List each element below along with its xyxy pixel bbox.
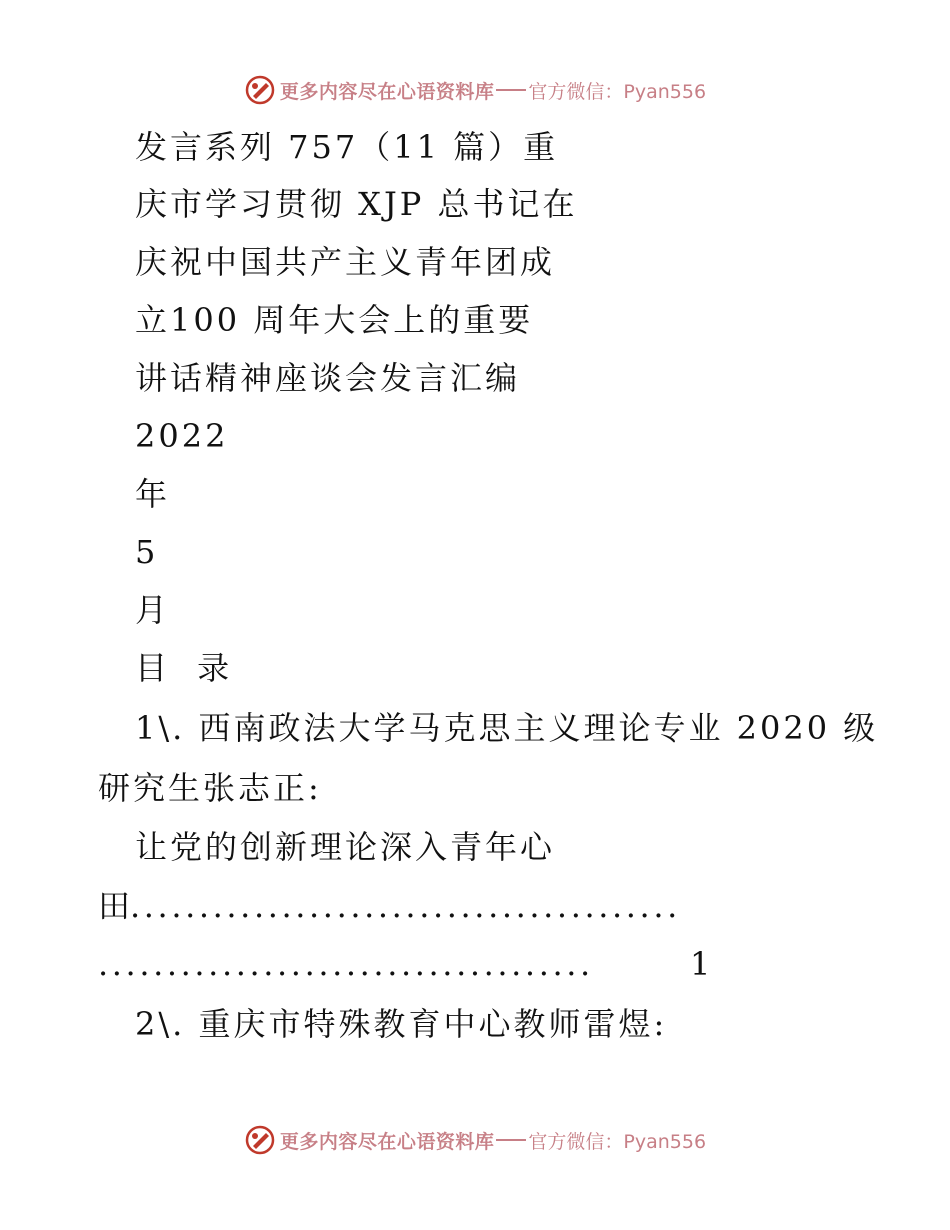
banner-separator — [496, 89, 526, 91]
banner-text: 更多内容尽在心语资料库 — [279, 80, 495, 103]
toc-item-1-line-1: 1\. 西南政法大学马克思主义理论专业 2020 级 — [135, 709, 879, 747]
toc-item-1-line-3: 让党的创新理论深入青年心 — [135, 828, 556, 866]
title-line-2: 庆市学习贯彻 XJP 总书记在 — [135, 185, 578, 223]
toc-leader-dots-b: .................................... — [98, 945, 594, 983]
date-year-number: 2022 — [135, 417, 229, 455]
date-month-number: 5 — [135, 533, 159, 571]
date-year-char: 年 — [135, 475, 171, 513]
logo-icon — [244, 1124, 276, 1156]
title-line-5: 讲话精神座谈会发言汇编 — [135, 359, 521, 397]
banner-separator — [496, 1139, 526, 1141]
title-line-3: 庆祝中国共产主义青年团成 — [135, 243, 556, 281]
toc-item-1-page: 1 — [690, 945, 714, 983]
logo-icon — [244, 74, 276, 106]
watermark-banner-top — [0, 70, 950, 110]
title-line-4: 立100 周年大会上的重要 — [135, 301, 534, 339]
title-line-1: 发言系列 757（11 篇）重 — [135, 128, 559, 166]
banner-contact: 官方微信：Pyan556 — [528, 80, 707, 103]
toc-item-1-line-4: 田 — [98, 887, 134, 925]
watermark-banner-bottom — [0, 1120, 950, 1160]
toc-item-1-line-2: 研究生张志正: — [98, 769, 322, 807]
toc-leader-dots-a: ........................................ — [130, 887, 681, 925]
banner-contact: 官方微信：Pyan556 — [528, 1130, 707, 1153]
toc-item-2-line-1: 2\. 重庆市特殊教育中心教师雷煜: — [135, 1005, 668, 1043]
toc-heading: 目 录 — [135, 649, 240, 687]
date-month-char: 月 — [135, 591, 171, 629]
banner-text: 更多内容尽在心语资料库 — [279, 1130, 495, 1153]
